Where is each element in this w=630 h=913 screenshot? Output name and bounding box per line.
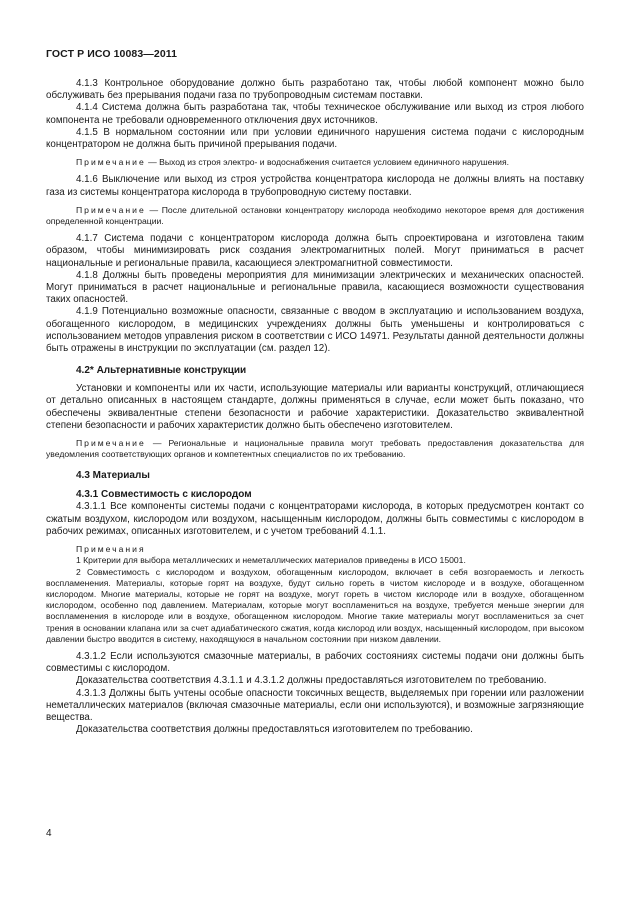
note-label: Примечание [76, 157, 146, 168]
clause-4-1-6: 4.1.6 Выключение или выход из строя устройства концентратора кислорода не должны влиять на поставку газа из системы концентратора кислорода в трубопроводную систему поставки. [46, 174, 584, 198]
clause-4-1-8: 4.1.8 Должны быть проведены мероприятия для минимизации электрических и механических опасностей. Могут приниматься в расчет национальные и региональные правила, касающиеся возможности существования таких опасностей. [46, 269, 584, 306]
note-text: — Выход из строя электро- и водоснабжения считается условием единичного нарушения. [148, 157, 510, 168]
page-content [46, 78, 584, 736]
note-text: — После длительной остановки концентратору кислорода необходимо некоторое время для достижения определенной концентрации. [46, 204, 584, 227]
notes-label: Примечания [76, 544, 146, 555]
clause-4-1-9: 4.1.9 Потенциально возможные опасности, связанные с вводом в эксплуатацию и использованием воздуха, обогащенного кислородом, в медицинских учреждениях должны быть уменьшены и контролироваться с использованием методов управления риском в соответствии с ИСО 14971. Результаты данной деятельности должны быть отражены в инструкции по эксплуатации (см. раздел 12). [46, 306, 584, 355]
notes-heading [46, 544, 584, 555]
note-item-2: 2 Совместимость с кислородом и воздухом, обогащенным кислородом, включает в себя возгораемость и легкость воспламенения. Материалы, которые горят на воздухе, будут сильно гореть в чистом кислороде и в воздухе, обогащенном кислородом. Многие материалы, которые не горят на воздухе, могут гореть в чистом кислороде или в воздухе, обогащенном кислородом, особенно под давлением. Материалам, которые могут воспламениться на воздухе, требуется меньше энергии для воспламенения в кислороде или в воздухе, обогащенном кислородом. Многие такие материалы могут воспламениться за счет трения в основании клапана или за счет адиабатического сжатия, когда кислород или воздух, насыщенный кислородом, при высоком давлении быстро вводится в систему, находящуюся в начальном состоянии при низком давлении. [46, 566, 584, 644]
page-number: 4 [46, 828, 52, 839]
clause-4-3-1-3-evidence: Доказательства соответствия должны предоставляться изготовителем по требованию. [76, 724, 473, 736]
note-2 [46, 205, 584, 227]
clause-4-1-4: 4.1.4 Система должна быть разработана так, чтобы техническое обслуживание или выход из строя любого компонента не требовали одновременного отключения двух источников. [46, 102, 584, 126]
clause-4-3-1-3: 4.3.1.3 Должны быть учтены особые опасности токсичных веществ, выделяемых при горении или разложении неметаллических материалов (включая смазочные материалы, если они используются), и возможные загрязняющие вещества. [46, 687, 584, 723]
note-label: Примечание [76, 438, 146, 449]
section-heading-4-3: 4.3 Материалы [76, 470, 150, 482]
clause-4-3-1-2-evidence: Доказательства соответствия 4.3.1.1 и 4.3.1.2 должны предоставляться изготовителем по требованию. [76, 675, 547, 687]
clause-4-1-5: 4.1.5 В нормальном состоянии или при условии единичного нарушения система подачи с кислородным концентратором не должна быть причиной прерывания подачи. [46, 126, 584, 151]
note-3 [46, 438, 584, 460]
clause-4-3-1-2: 4.3.1.2 Если используются смазочные материалы, в рабочих состояниях системы подачи они должны быть совместимы с кислородом. [46, 650, 584, 675]
note-item-1: 1 Критерии для выбора металлических и неметаллических материалов приведены в ИСО 15001. [76, 555, 466, 566]
clause-4-3-1-1: 4.3.1.1 Все компоненты системы подачи с концентраторами кислорода, в которых предусмотрен контакт со сжатым воздухом, кислородом или воздухом, насыщенным кислородом, должны быть совместимы с кислородом в рабочих режимах, описанных изготовителем, и с учетом требований 4.1.1. [46, 501, 584, 537]
note-1 [46, 157, 584, 168]
note-text: — Региональные и национальные правила могут требовать предоставления доказательства для уведомления соответствующих органов и компетентных специалистов по их требованию. [46, 438, 584, 460]
section-4-2-text: Установки и компоненты или их части, использующие материалы или варианты конструкций, отличающиеся от детально описанных в настоящем стандарте, должны применяться в случае, если может быть показано, что обеспечены эквивалентные степени безопасности и рабочие характеристики. Доказательство эквивалентной степени безопасности и рабочих характеристик должно быть обеспечено изготовителем. [46, 383, 584, 431]
clause-4-1-3: 4.1.3 Контрольное оборудование должно быть разработано так, чтобы любой компонент можно было обслуживать без прерывания подачи газа по трубопроводным системам поставки. [46, 78, 584, 102]
page-header: ГОСТ Р ИСО 10083—2011 [46, 48, 178, 60]
note-label: Примечание [76, 204, 146, 215]
subsection-heading-4-3-1: 4.3.1 Совместимость с кислородом [76, 489, 252, 501]
clause-4-1-7: 4.1.7 Система подачи с концентратором кислорода должна быть спроектирована и изготовлена таким образом, чтобы минимизировать риск создания электромагнитных полей. Могут приниматься в расчет национальные и региональные правила, касающиеся электромагнитной совместимости. [46, 233, 584, 269]
section-heading-4-2: 4.2* Альтернативные конструкции [76, 365, 247, 377]
